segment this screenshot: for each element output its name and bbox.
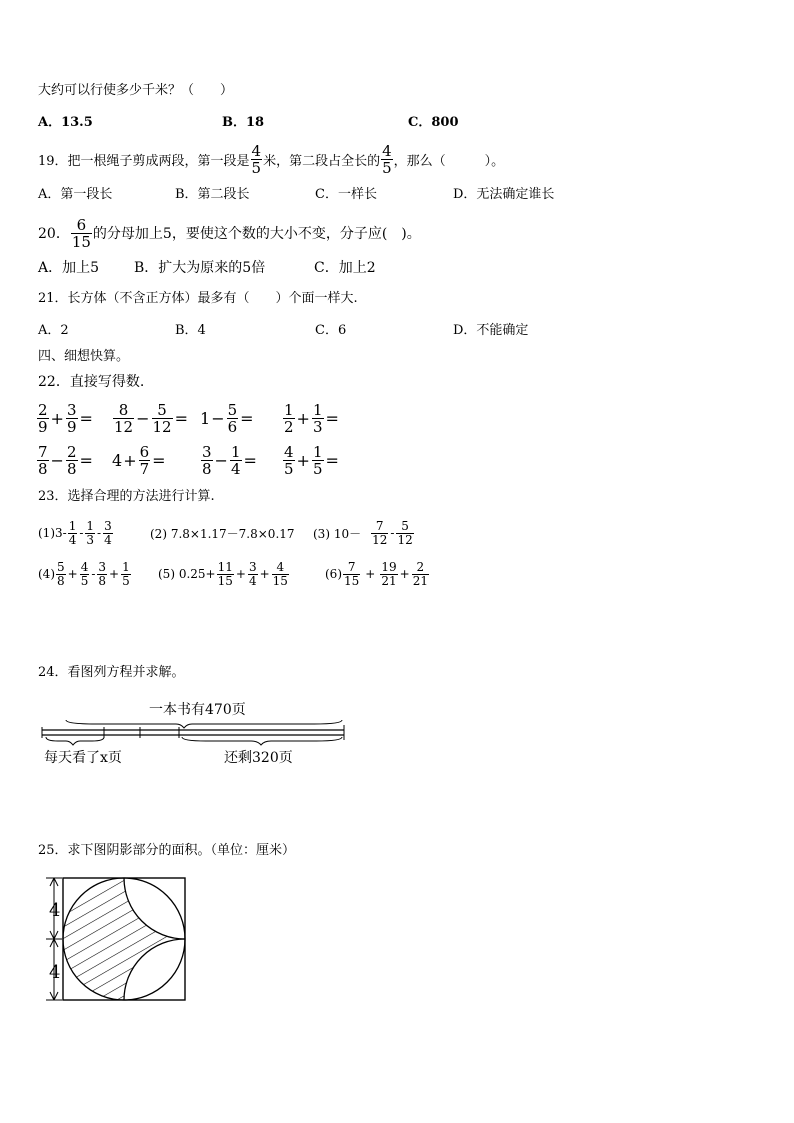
q19-fraction-1 xyxy=(251,143,263,176)
q22-expr-r1-3 xyxy=(200,400,255,436)
q19-fraction-2 xyxy=(381,143,393,176)
diagram-right-label: 还剩320页 xyxy=(224,750,293,766)
problem-label: (4) xyxy=(38,567,55,581)
fraction xyxy=(66,444,78,477)
left-brace xyxy=(46,737,104,745)
whole-number: 4 xyxy=(112,450,123,470)
numerator: 6 xyxy=(76,215,87,234)
q19-option-c[interactable]: C．一样长 xyxy=(315,187,377,202)
q23-problem-5 xyxy=(158,555,290,593)
q22-expr-r1-1 xyxy=(36,400,94,436)
fraction xyxy=(230,444,242,477)
denominator: 4 xyxy=(230,459,241,478)
fraction xyxy=(97,561,107,588)
denominator: 4 xyxy=(248,573,257,588)
q19-option-d[interactable]: D．无法确定谁长 xyxy=(453,187,555,202)
numerator: 3 xyxy=(202,442,212,461)
numerator: 1 xyxy=(284,400,294,419)
q18-question-tail: 大约可以行使多少千米？（ ） xyxy=(38,83,234,98)
numerator: 6 xyxy=(139,442,150,461)
denominator: 9 xyxy=(38,417,48,436)
fraction xyxy=(217,561,234,588)
numerator: 7 xyxy=(375,518,384,533)
fraction xyxy=(272,561,289,588)
operator: − xyxy=(211,408,225,428)
numerator: 7 xyxy=(38,442,48,461)
denominator: 15 xyxy=(217,573,233,588)
fraction xyxy=(152,402,173,435)
q21-option-a[interactable]: A．2 xyxy=(38,323,69,338)
q25-shaded-figure xyxy=(38,872,192,1002)
equals: = xyxy=(79,408,93,428)
q24-title: 24．看图列方程并求解。 xyxy=(38,665,185,680)
numerator: 1 xyxy=(86,518,95,533)
denominator: 21 xyxy=(412,573,428,588)
fraction xyxy=(80,561,90,588)
denominator: 12 xyxy=(397,532,413,547)
problem-label: (6) xyxy=(325,567,342,581)
whole-number: 1 xyxy=(200,408,211,428)
numerator: 1 xyxy=(122,559,130,574)
numerator: 3 xyxy=(98,559,107,574)
q21-option-b[interactable]: B．4 xyxy=(175,323,206,338)
operator: + xyxy=(259,567,270,581)
operator: + xyxy=(109,567,120,581)
denominator: 8 xyxy=(202,459,212,478)
fraction xyxy=(396,520,413,547)
operator: + xyxy=(296,450,310,470)
problem-label: (5) 0.25+ xyxy=(158,567,216,581)
fraction xyxy=(343,561,360,588)
equals: = xyxy=(325,450,339,470)
numerator: 2 xyxy=(38,400,48,419)
q19-mid: 米，第二段占全长的 xyxy=(263,153,381,169)
operator: - xyxy=(79,526,84,540)
numerator: 2 xyxy=(416,559,425,574)
fraction xyxy=(37,402,49,435)
q19-suffix: ，那么（ ）。 xyxy=(393,153,505,169)
q19-question xyxy=(38,141,504,177)
denominator: 2 xyxy=(284,417,294,436)
fraction xyxy=(248,561,258,588)
q19-option-a[interactable]: A．第一段长 xyxy=(38,187,113,202)
denominator: 7 xyxy=(139,459,150,478)
denominator: 5 xyxy=(122,573,130,588)
q20-prefix: 20． xyxy=(38,226,70,242)
fraction xyxy=(371,520,388,547)
q21-option-d[interactable]: D．不能确定 xyxy=(453,323,529,338)
denominator: 8 xyxy=(57,573,65,588)
denominator: 12 xyxy=(372,532,388,547)
q20-question xyxy=(38,214,421,252)
q20-text: 的分母加上5，要使这个数的大小不变，分子应( )。 xyxy=(92,226,421,242)
problem-text: (2) 7.8×1.17－7.8×0.17 xyxy=(150,526,295,541)
q23-problem-2 xyxy=(150,514,295,552)
operator: + xyxy=(365,567,376,581)
q20-option-b[interactable]: B．扩大为原来的5倍 xyxy=(134,260,266,276)
denominator: 3 xyxy=(86,532,95,547)
fraction xyxy=(283,402,295,435)
fraction xyxy=(103,520,113,547)
numerator: 1 xyxy=(68,518,77,533)
numerator: 1 xyxy=(312,442,323,461)
fraction xyxy=(139,444,151,477)
numerator: 2 xyxy=(66,442,77,461)
q18-option-c[interactable]: C．800 xyxy=(408,115,459,130)
operator: + xyxy=(235,567,246,581)
q19-option-b[interactable]: B．第二段长 xyxy=(175,187,250,202)
fraction xyxy=(121,561,131,588)
operator: − xyxy=(214,450,228,470)
numerator: 19 xyxy=(381,559,397,574)
operator: + xyxy=(399,567,410,581)
q18-option-a[interactable]: A．13.5 xyxy=(38,115,93,130)
fraction xyxy=(113,402,134,435)
equals: = xyxy=(174,408,188,428)
q23-problem-1 xyxy=(38,514,114,552)
denominator: 12 xyxy=(152,417,172,436)
denominator: 4 xyxy=(104,532,112,547)
denominator: 8 xyxy=(98,573,107,588)
q20-option-c[interactable]: C．加上2 xyxy=(314,260,376,276)
numerator: 4 xyxy=(276,559,285,574)
operator: − xyxy=(136,408,150,428)
denominator: 5 xyxy=(80,573,89,588)
q20-option-a[interactable]: A．加上5 xyxy=(38,260,100,276)
q22-expr-r2-1 xyxy=(36,442,94,478)
fraction xyxy=(312,402,324,435)
fraction xyxy=(37,444,49,477)
numerator: 5 xyxy=(227,400,238,419)
q22-expr-r2-4 xyxy=(282,442,340,478)
equals: = xyxy=(79,450,93,470)
equals: = xyxy=(152,450,166,470)
numerator: 5 xyxy=(157,400,167,419)
problem-label: (3) 10－ xyxy=(313,526,362,541)
numerator: 1 xyxy=(230,442,241,461)
q23-problem-4 xyxy=(38,555,132,593)
q21-option-c[interactable]: C．6 xyxy=(315,323,347,338)
equals: = xyxy=(243,450,257,470)
operator: + xyxy=(296,408,310,428)
operator: + xyxy=(50,408,64,428)
top-brace xyxy=(66,720,342,728)
fraction xyxy=(66,402,78,435)
q22-expr-r1-4 xyxy=(282,400,340,436)
equals: = xyxy=(325,408,339,428)
denominator: 9 xyxy=(66,417,77,436)
diagram-left-label: 每天看了x页 xyxy=(44,750,122,766)
numerator: 11 xyxy=(217,559,233,574)
q18-option-b[interactable]: B．18 xyxy=(222,115,265,130)
fraction xyxy=(201,444,213,477)
operator: - xyxy=(91,567,96,581)
numerator: 4 xyxy=(382,141,392,160)
denominator: 12 xyxy=(114,417,134,436)
operator: + xyxy=(67,567,78,581)
denominator: 15 xyxy=(344,573,360,588)
denominator: 15 xyxy=(71,232,91,251)
denominator: 5 xyxy=(284,459,294,478)
q22-expr-r2-2 xyxy=(112,442,167,478)
q22-expr-r2-3 xyxy=(200,442,258,478)
denominator: 5 xyxy=(382,158,392,177)
fraction xyxy=(412,561,429,588)
denominator: 3 xyxy=(312,417,323,436)
denominator: 8 xyxy=(66,459,77,478)
fraction xyxy=(56,561,66,588)
denominator: 21 xyxy=(381,573,397,588)
q20-fraction xyxy=(71,217,92,250)
operator: − xyxy=(50,450,64,470)
denominator: 15 xyxy=(272,573,288,588)
numerator: 4 xyxy=(284,442,294,461)
q22-expr-r1-2 xyxy=(112,400,189,436)
q24-line-diagram xyxy=(36,693,351,773)
denominator: 6 xyxy=(227,417,238,436)
numerator: 3 xyxy=(66,400,77,419)
equals: = xyxy=(240,408,254,428)
fraction xyxy=(227,402,239,435)
numerator: 1 xyxy=(312,400,323,419)
numerator: 7 xyxy=(347,559,356,574)
fraction xyxy=(85,520,95,547)
dimension-label-top: 4 xyxy=(49,900,61,921)
operator: - xyxy=(97,526,102,540)
numerator: 4 xyxy=(80,559,89,574)
diagram-top-label: 一本书有470页 xyxy=(149,702,246,718)
numerator: 5 xyxy=(401,518,409,533)
fraction xyxy=(283,444,295,477)
q23-problem-3 xyxy=(313,514,415,552)
fraction xyxy=(380,561,397,588)
q22-title: 22．直接写得数. xyxy=(38,374,145,390)
numerator: 8 xyxy=(118,400,129,419)
q23-title: 23．选择合理的方法进行计算. xyxy=(38,489,215,504)
fraction xyxy=(312,444,324,477)
q23-problem-6 xyxy=(325,555,430,593)
denominator: 5 xyxy=(312,459,323,478)
fraction xyxy=(68,520,78,547)
dimension-label-bottom: 4 xyxy=(49,962,61,983)
problem-label: (1)3- xyxy=(38,526,67,540)
q19-prefix: 19．把一根绳子剪成两段，第一段是 xyxy=(38,153,250,169)
numerator: 3 xyxy=(248,559,257,574)
right-brace xyxy=(182,737,342,745)
q21-question: 21．长方体（不含正方体）最多有（ ）个面一样大. xyxy=(38,291,358,306)
operator: + xyxy=(123,450,137,470)
numerator: 5 xyxy=(57,559,65,574)
numerator: 3 xyxy=(104,518,112,533)
denominator: 5 xyxy=(251,158,262,177)
operator: - xyxy=(390,526,395,540)
denominator: 8 xyxy=(38,459,48,478)
section-heading: 四、细想快算。 xyxy=(38,349,130,364)
denominator: 4 xyxy=(68,532,77,547)
numerator: 4 xyxy=(251,141,262,160)
q25-title: 25．求下图阴影部分的面积。（单位：厘米） xyxy=(38,843,296,858)
